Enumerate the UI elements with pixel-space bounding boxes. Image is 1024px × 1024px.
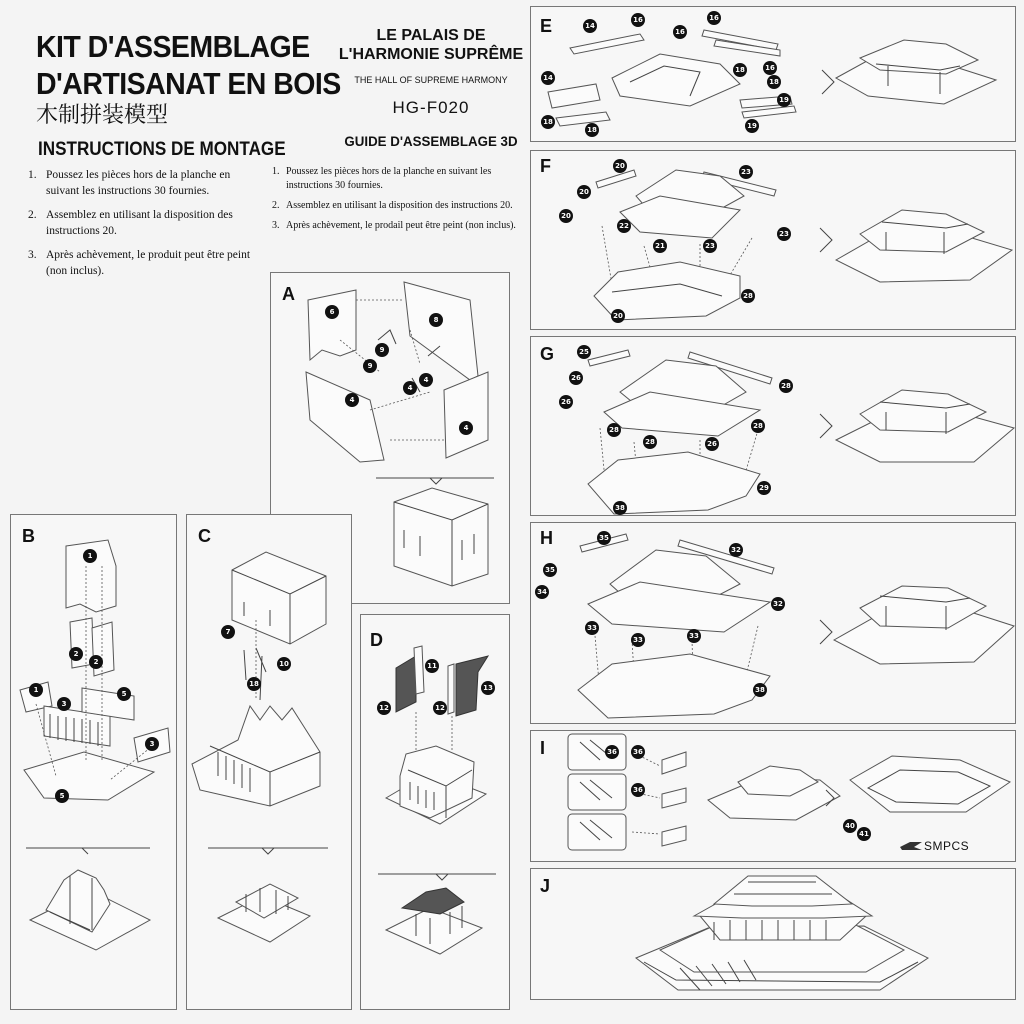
part-number-badge [843, 819, 857, 833]
svg-text:5: 5 [59, 792, 65, 800]
step-j-label: J [540, 876, 551, 896]
part-number-badge [433, 701, 447, 715]
part-number-badge [753, 683, 767, 697]
part-number-badge [631, 783, 645, 797]
part-number-badge [83, 549, 97, 563]
svg-text:32: 32 [773, 600, 783, 608]
product-name-line2: L'HARMONIE SUPRÊME [338, 46, 524, 63]
kit-title-chinese: 木制拼装模型 [36, 103, 169, 128]
instruction-item: 3. Après achèvement, le prodail peut être peint (non inclus). [272, 220, 516, 231]
kit-title-line1: KIT D'ASSEMBLAGE [36, 29, 310, 64]
svg-text:7: 7 [225, 628, 231, 636]
svg-text:28: 28 [753, 422, 763, 430]
part-number-badge [771, 597, 785, 611]
step-a-label: A [282, 284, 295, 304]
part-number-badge [429, 313, 443, 327]
svg-text:23: 23 [741, 168, 751, 176]
step-h-terrace-diagram [578, 534, 1014, 718]
part-number-badge [425, 659, 439, 673]
svg-text:20: 20 [613, 312, 623, 320]
svg-text:26: 26 [707, 440, 717, 448]
part-number-badge [559, 209, 573, 223]
svg-text:33: 33 [633, 636, 643, 644]
part-number-badge [745, 119, 759, 133]
step-g-label: G [540, 344, 555, 364]
svg-text:18: 18 [587, 126, 597, 134]
svg-text:22: 22 [619, 222, 629, 230]
svg-text:25: 25 [579, 348, 589, 356]
step-c-label: C [198, 526, 211, 546]
part-number-badge [597, 531, 611, 545]
part-number-badge [325, 305, 339, 319]
svg-text:35: 35 [545, 566, 555, 574]
svg-text:20: 20 [615, 162, 625, 170]
svg-text:23: 23 [705, 242, 715, 250]
svg-text:28: 28 [645, 438, 655, 446]
part-number-badge [617, 219, 631, 233]
part-number-badge [673, 25, 687, 39]
svg-text:2: 2 [73, 650, 79, 658]
brand-logo: SMPCS [924, 839, 969, 853]
part-number-badge [375, 343, 389, 357]
part-number-badge [221, 625, 235, 639]
svg-text:18: 18 [543, 118, 553, 126]
svg-text:28: 28 [609, 426, 619, 434]
svg-text:16: 16 [709, 14, 719, 22]
svg-text:4: 4 [463, 424, 469, 432]
svg-text:19: 19 [747, 122, 757, 130]
instruction-item: 1. Poussez les pièces hors de la planche en suivant les instructions 30 fournies. [28, 169, 231, 197]
svg-text:18: 18 [249, 680, 259, 688]
svg-text:21: 21 [655, 242, 665, 250]
part-number-badge [57, 697, 71, 711]
guide-heading: GUIDE D'ASSEMBLAGE 3D [344, 133, 518, 149]
part-number-badge [345, 393, 359, 407]
part-number-badge [607, 423, 621, 437]
svg-text:33: 33 [587, 624, 597, 632]
svg-text:35: 35 [599, 534, 609, 542]
svg-text:18: 18 [769, 78, 779, 86]
part-number-badge [779, 379, 793, 393]
svg-text:4: 4 [349, 396, 355, 404]
part-number-badge [767, 75, 781, 89]
svg-text:9: 9 [379, 346, 385, 354]
step-d-label: D [370, 630, 383, 650]
part-number-badge [585, 123, 599, 137]
product-name-line1: LE PALAIS DE [376, 27, 486, 44]
part-number-badge [459, 421, 473, 435]
part-number-badge [613, 159, 627, 173]
part-number-badge [377, 701, 391, 715]
step-f-label: F [540, 156, 551, 176]
part-number-badge [613, 501, 627, 515]
part-number-badge [29, 683, 43, 697]
svg-text:40: 40 [845, 822, 855, 830]
svg-text:10: 10 [279, 660, 289, 668]
part-number-badge [611, 309, 625, 323]
part-number-badge [631, 745, 645, 759]
part-number-badge [631, 13, 645, 27]
part-number-badge [543, 563, 557, 577]
svg-text:12: 12 [435, 704, 445, 712]
svg-text:8: 8 [433, 316, 439, 324]
svg-text:34: 34 [537, 588, 547, 596]
svg-text:16: 16 [675, 28, 685, 36]
svg-text:41: 41 [859, 830, 869, 838]
svg-text:13: 13 [483, 684, 493, 692]
svg-text:28: 28 [781, 382, 791, 390]
svg-text:36: 36 [633, 786, 643, 794]
part-number-badge [739, 165, 753, 179]
step-g-terrace-diagram [588, 350, 1014, 514]
product-code: HG-F020 [392, 98, 470, 117]
step-i-label: I [540, 738, 546, 758]
instruction-item: 1. Poussez les pièces hors de la planche en suivant les instructions 30 fournies. [272, 166, 492, 191]
svg-text:38: 38 [755, 686, 765, 694]
step-c-frame-diagram [192, 552, 328, 942]
svg-text:26: 26 [571, 374, 581, 382]
svg-text:26: 26 [561, 398, 571, 406]
svg-text:14: 14 [543, 74, 553, 82]
instruction-item: 2. Assemblez en utilisant la disposition des instructions 20. [28, 209, 233, 237]
part-number-badge [117, 687, 131, 701]
svg-text:28: 28 [743, 292, 753, 300]
step-j-finished-palace [636, 876, 928, 990]
part-number-badge [733, 63, 747, 77]
svg-text:1: 1 [33, 686, 39, 694]
part-number-badge [707, 11, 721, 25]
part-number-badge [403, 381, 417, 395]
part-number-badge [729, 543, 743, 557]
part-number-badge [89, 655, 103, 669]
part-number-badge [757, 481, 771, 495]
svg-text:38: 38 [615, 504, 625, 512]
part-number-badge [643, 435, 657, 449]
part-number-badge [569, 371, 583, 385]
svg-text:12: 12 [379, 704, 389, 712]
part-number-badge [703, 239, 717, 253]
part-number-badge [777, 93, 791, 107]
svg-text:29: 29 [759, 484, 769, 492]
svg-text:16: 16 [633, 16, 643, 24]
part-number-badge [541, 71, 555, 85]
svg-text:20: 20 [561, 212, 571, 220]
step-d-roof-diagram [378, 646, 496, 954]
svg-text:1: 1 [87, 552, 93, 560]
step-h-label: H [540, 528, 553, 548]
part-number-badge [69, 647, 83, 661]
part-number-badge [631, 633, 645, 647]
svg-text:4: 4 [423, 376, 429, 384]
svg-text:3: 3 [149, 740, 155, 748]
part-number-badge [577, 345, 591, 359]
svg-text:11: 11 [427, 662, 437, 670]
svg-text:19: 19 [779, 96, 789, 104]
instruction-item: 3. Après achèvement, le produit peut être peint (non inclus). [28, 249, 251, 277]
part-number-badge [419, 373, 433, 387]
svg-text:14: 14 [585, 22, 595, 30]
part-number-badge [535, 585, 549, 599]
part-number-badge [247, 677, 261, 691]
instructions-heading: INSTRUCTIONS DE MONTAGE [38, 139, 286, 160]
part-number-badge [481, 681, 495, 695]
instruction-item: 2. Assemblez en utilisant la disposition des instructions 20. [272, 200, 513, 211]
svg-text:16: 16 [765, 64, 775, 72]
part-number-badge [55, 789, 69, 803]
svg-text:36: 36 [633, 748, 643, 756]
product-name-english: THE HALL OF SUPREME HARMONY [354, 75, 508, 85]
svg-text:9: 9 [367, 362, 373, 370]
part-number-badge [705, 437, 719, 451]
part-number-badge [763, 61, 777, 75]
part-number-badge [577, 185, 591, 199]
part-number-badge [605, 745, 619, 759]
part-number-badge [741, 289, 755, 303]
svg-text:2: 2 [93, 658, 99, 666]
svg-text:33: 33 [689, 632, 699, 640]
svg-text:20: 20 [579, 188, 589, 196]
part-number-badge [277, 657, 291, 671]
part-number-badge [687, 629, 701, 643]
step-b-label: B [22, 526, 35, 546]
part-number-badge [777, 227, 791, 241]
svg-text:4: 4 [407, 384, 413, 392]
part-number-badge [145, 737, 159, 751]
svg-text:36: 36 [607, 748, 617, 756]
svg-text:6: 6 [329, 308, 335, 316]
svg-text:18: 18 [735, 66, 745, 74]
svg-text:32: 32 [731, 546, 741, 554]
step-e-label: E [540, 16, 553, 36]
part-number-badge [751, 419, 765, 433]
svg-text:3: 3 [61, 700, 67, 708]
part-number-badge [541, 115, 555, 129]
part-number-badge [857, 827, 871, 841]
part-number-badge [363, 359, 377, 373]
part-number-badge [583, 19, 597, 33]
svg-text:5: 5 [121, 690, 127, 698]
svg-text:23: 23 [779, 230, 789, 238]
part-number-badge [585, 621, 599, 635]
kit-title-line2: D'ARTISANAT EN BOIS [36, 66, 341, 101]
part-number-badge [559, 395, 573, 409]
part-number-badge [653, 239, 667, 253]
